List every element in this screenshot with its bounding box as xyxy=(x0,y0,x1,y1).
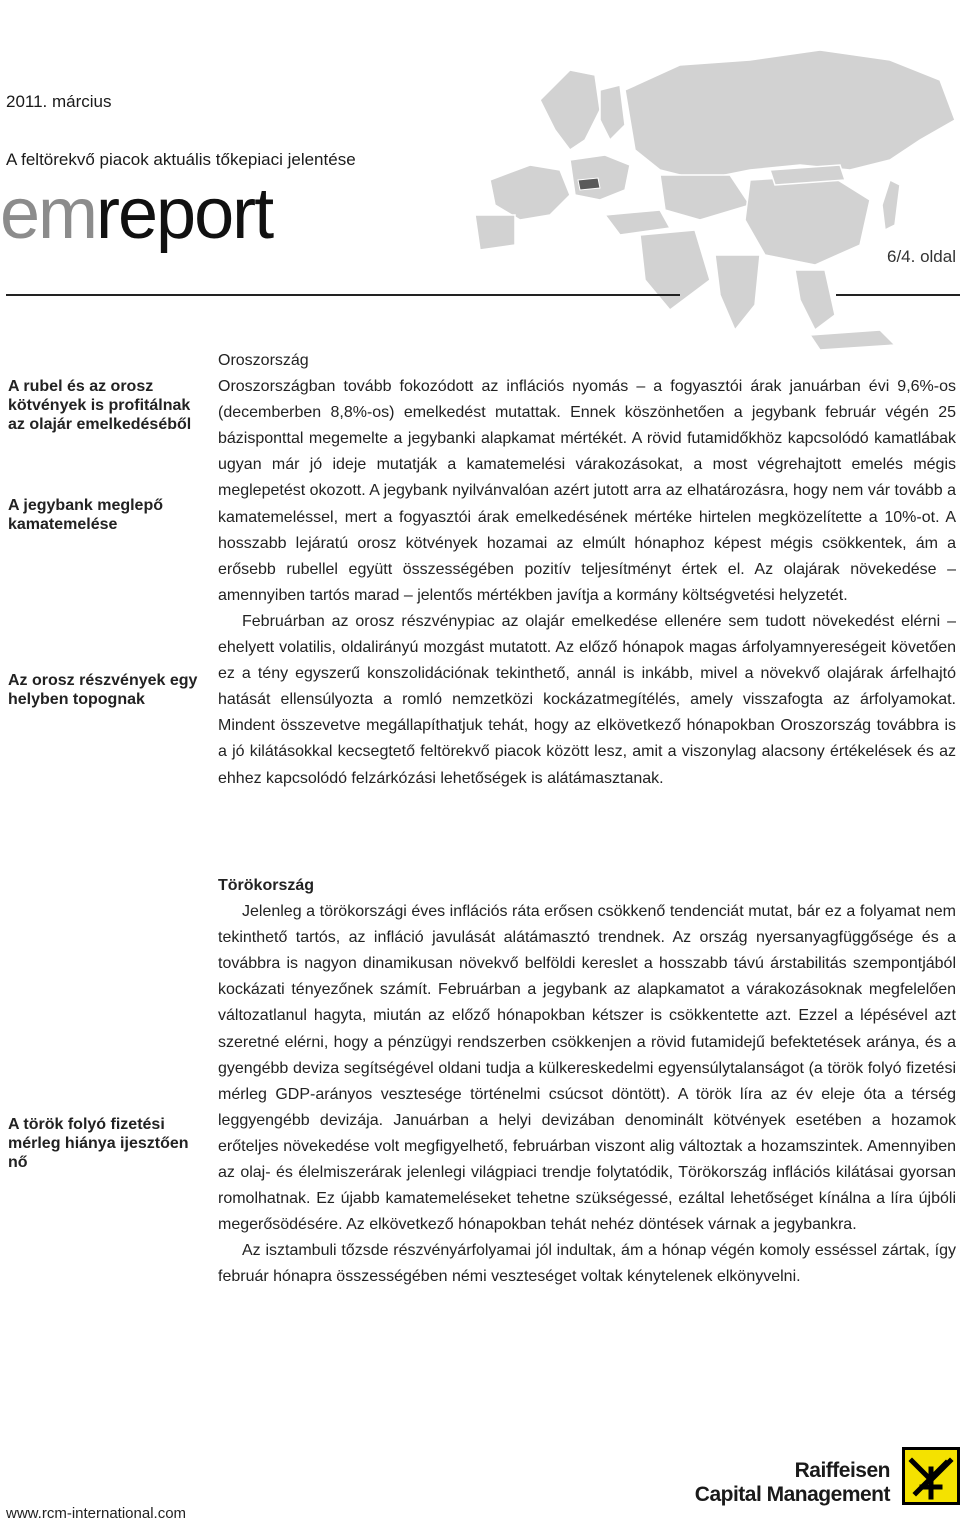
raiffeisen-logo xyxy=(685,1445,960,1510)
sidebar-note-torok: A török folyó fizetési mérleg hiánya ijesztően nő xyxy=(8,1116,189,1171)
map-hungary-highlight xyxy=(578,178,600,190)
section-russia xyxy=(218,348,956,792)
map-kazakhstan xyxy=(660,175,750,220)
map-middle-east xyxy=(640,230,710,310)
page-number: 6/4. oldal xyxy=(887,247,956,266)
footer-website-link[interactable]: www.rcm-international.com xyxy=(6,1505,187,1522)
map-russia xyxy=(625,50,955,180)
section-turkey xyxy=(218,873,956,1291)
header-divider xyxy=(6,294,680,296)
emreport-logo xyxy=(0,174,273,254)
sidebar-note-jegybank: A jegybank meglepő kamatemelése xyxy=(8,497,163,533)
map-japan xyxy=(882,180,900,230)
raiffeisen-gable-cross-icon xyxy=(902,1447,960,1505)
map-iberia xyxy=(475,215,515,250)
map-indonesia xyxy=(810,330,895,350)
header-divider-right xyxy=(836,294,960,296)
sidebar-note-rubel: A rubel és az orosz kötvények is profitálnak az olajár emelkedéséből xyxy=(8,378,192,433)
map-finland xyxy=(600,85,625,140)
section-heading-turkey: Törökország xyxy=(218,877,315,894)
map-india xyxy=(715,255,760,330)
brand-name-line2: Capital Management xyxy=(694,1483,890,1506)
turkey-paragraph-2: Az isztambuli tőzsde részvényárfolyamai jól indultak, ám a hónap végén komoly esséssel zártak, így február hónapra összességében némi veszteséget voltak kénytelenek elkönyvelni. xyxy=(218,1242,956,1286)
logo-em: em xyxy=(0,174,97,254)
report-date: 2011. március xyxy=(6,92,112,111)
turkey-paragraph-1: Jelenleg a törökországi éves inflációs ráta erősen csökkenő tendenciát mutat, bár ez a folyamat nem tekinthető tartós, az infláció javulását alátámasztó trendnek. Az ország nyersanyagfüggősége és a továbbra is nagyon dinamikusan növekvő belföldi kereslet a hosszabb távú árstabilitás szempontjából kockázati tényezőnek számít. Februárban a jegybank az alapkamatot a várakozásoknak megfelelően változatlanul hagyta, miután az előző hónapokban kétszer is csökkentette azt. Ezzel a lépésével azt szeretné elérni, hogy a pénzügyi rendszerben csökkenjen a rövid futamidejű befektetések aránya, és a gyengébb deviza segítségével oldani tudja a külkereskedelmi egyensúlytalanságot (a török folyó fizetési mérleg GDP-arányos vesztesége történelmi csúcsot döntött). A török líra az év eleje óta a térség leggyengébb devizája. Januárban a helyi devizában denominált kötvények esetében a hozamok erőteljes növekedése volt megfigyelhető, februárban viszont alig változtak a hozamszintek. Amennyiben az olaj- és élelmiszerárak jelenlegi világpiaci trendje folytatódik, Törökország inflációs kilátásai gyorsan romolhatnak. Ez újabb kamatemeléseket tehetne szükségessé, ezáltal lehetőséget kínálna a líra újbóli megerősödésére. Az elkövetkező hónapokban tehát nehéz döntések várnak a jegybankra. xyxy=(218,903,956,1234)
map-europe-east xyxy=(570,155,630,200)
russia-paragraph-2: Februárban az orosz részvénypiac az olajár emelkedése ellenére sem tudott növekedést elérni – ehelyett volatilis, oldalirányú mozgást mutatott. Az előző hónapok magas árfolyamnyereségeit követően ez a tény egyszerű konszolidációnak tekinthető, annál is inkább, mivel a növekvő olajárak árfelhajtó hatását ellensúlyozta a romló nemzetközi kockázatmegítélés, amely visszafogta az árfolyamokat. Mindent összevetve megállapíthatjuk tehát, hogy az elkövetkező hónapokban Oroszország továbbra is a jó kilátásokkal kecsegtető feltörekvő piacok között lesz, amit a viszonylag alacsony értékelések és az ehhez kapcsolódó felzárkózási lehetőségek is alátámasztanak. xyxy=(218,612,956,787)
map-southeast-asia xyxy=(795,270,835,330)
map-turkey xyxy=(605,210,670,235)
logo-report: report xyxy=(96,174,273,254)
map-china xyxy=(745,175,870,265)
map-scandinavia xyxy=(540,70,600,150)
eurasia-map xyxy=(420,30,960,370)
russia-paragraph-1: Oroszországban tovább fokozódott az inflációs nyomás – a fogyasztói árak januárban évi 9,6%-os (decemberben 8,8%-os) emelkedést mutattak. Ennek köszönhetően a jegybank február végén 25 bázisponttal megemelte a jegybanki alapkamat mértékét. A rövid futamidőkhöz kapcsolódó kamatlábak ugyan már jó ideje mutatják a kamatemelési várakozásokat, a most végrehajtott emelés mégis meglepetést okozott. A jegybank nyilvánvalóan azért jutott arra az elhatározásra, hogy nem vár tovább a kamatemeléssel, mert a fogyasztói árak emelkedésének mértéke hirtelen megközelítette a 10%-ot. A hosszabb lejáratú orosz kötvények hozamai az elmúlt hónaphoz képest mégis csökkentek, ám a erősebb rubellel együtt összességében pozitív teljesítményt értek el. Az olajárak növekedése – amennyiben tartós marad – jelentős mértékben javítja a kormány költségvetési helyzetét. xyxy=(218,378,956,604)
section-heading-russia: Oroszország xyxy=(218,352,309,369)
report-subtitle: A feltörekvő piacok aktuális tőkepiaci jelentése xyxy=(6,150,356,169)
brand-name-line1: Raiffeisen xyxy=(794,1459,890,1482)
map-europe-west xyxy=(490,165,570,220)
sidebar-note-reszvenyek: Az orosz részvények egy helyben topognak xyxy=(8,672,198,708)
